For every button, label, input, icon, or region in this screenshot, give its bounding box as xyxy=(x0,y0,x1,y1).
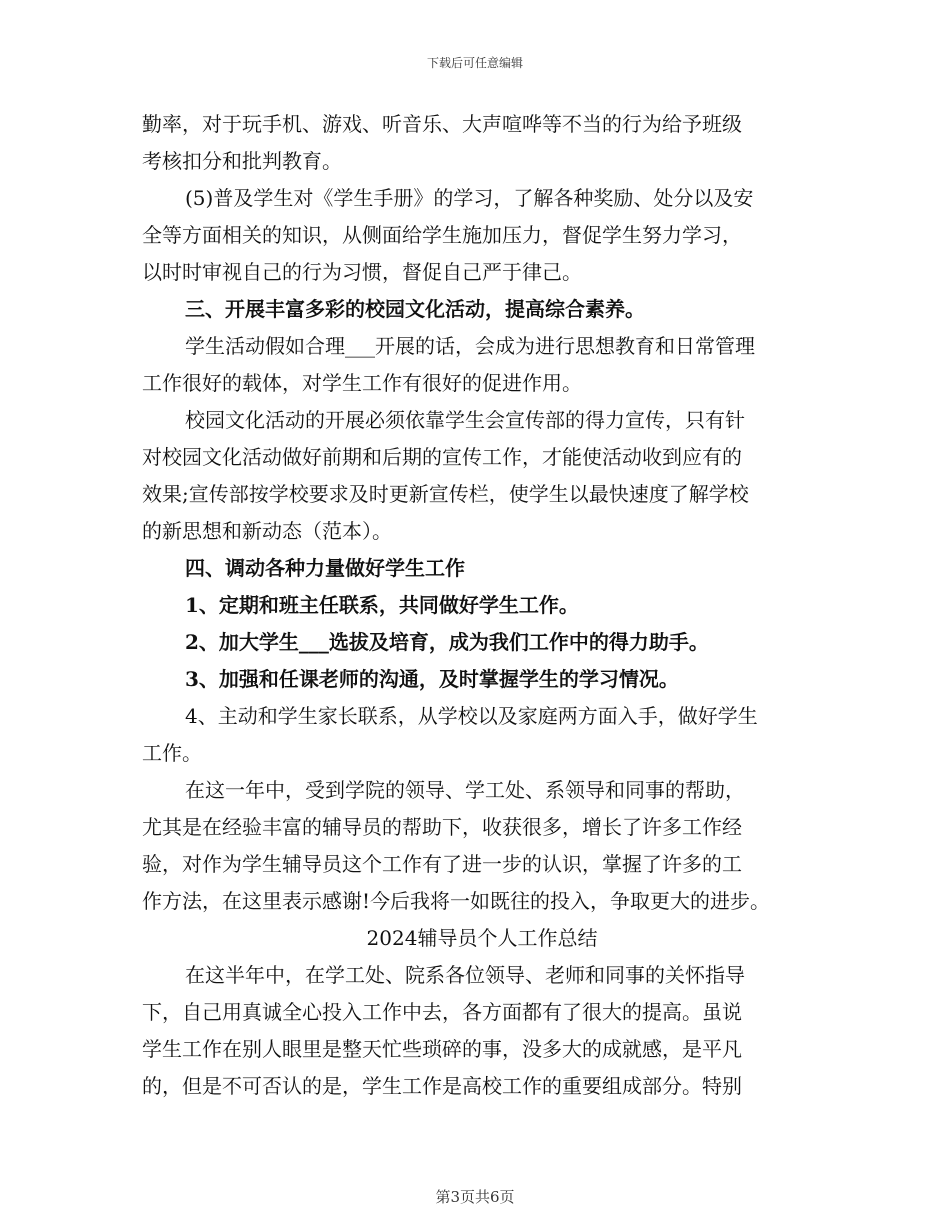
paragraph-line: 尤其是在经验丰富的辅导员的帮助下，收获很多，增长了许多工作经 xyxy=(142,815,742,839)
paragraph-line: 作方法，在这里表示感谢!今后我将一如既往的投入，争取更大的进步。 xyxy=(142,889,771,913)
paragraph-line: 工作很好的载体，对学生工作有很好的促进作用。 xyxy=(142,371,582,395)
paragraph-line: 下，自己用真诚全心投入工作中去，各方面都有了很大的提高。虽说 xyxy=(142,1000,742,1024)
paragraph-line: 的新思想和新动态（范本）。 xyxy=(142,519,392,543)
paragraph-line: 在这一年中，受到学院的领导、学工处、系领导和同事的帮助， xyxy=(185,778,745,802)
paragraph-line: 工作。 xyxy=(142,741,202,765)
paragraph-line: 学生工作在别人眼里是整天忙些琐碎的事，没多大的成就感，是平凡 xyxy=(142,1037,742,1061)
paragraph-line: 以时时审视自己的行为习惯，督促自己严于律己。 xyxy=(142,260,582,284)
paragraph-line: 对校园文化活动做好前期和后期的宣传工作，才能使活动收到应有的 xyxy=(142,445,742,469)
paragraph-line: 学生活动假如合理___开展的话，会成为进行思想教育和日常管理 xyxy=(185,334,755,358)
document-title: 2024辅导员个人工作总结 xyxy=(366,926,598,950)
paragraph-line: 验，对作为学生辅导员这个工作有了进一步的认识，掌握了许多的工 xyxy=(142,852,742,876)
paragraph-line: 校园文化活动的开展必须依靠学生会宣传部的得力宣传，只有针 xyxy=(185,408,745,432)
page-header: 下载后可任意编辑 xyxy=(426,56,523,70)
paragraph-line: 的，但是不可否认的是，学生工作是高校工作的重要组成部分。特别 xyxy=(142,1074,742,1098)
section-heading: 三、开展丰富多彩的校园文化活动，提高综合素养。 xyxy=(185,297,645,321)
paragraph-line: 勤率，对于玩手机、游戏、听音乐、大声喧哗等不当的行为给予班级 xyxy=(142,112,742,136)
paragraph-line: 全等方面相关的知识，从侧面给学生施加压力，督促学生努力学习， xyxy=(142,223,742,247)
list-item: 4、主动和学生家长联系，从学校以及家庭两方面入手，做好学生 xyxy=(185,704,758,728)
list-item: 2、加大学生___选拔及培育，成为我们工作中的得力助手。 xyxy=(185,630,709,654)
list-item: 1、定期和班主任联系，共同做好学生工作。 xyxy=(185,593,579,617)
paragraph-line: 效果;宣传部按学校要求及时更新宣传栏，使学生以最快速度了解学校 xyxy=(142,482,749,506)
page-number: 第3页共6页 xyxy=(435,1188,515,1206)
paragraph-line: 在这半年中，在学工处、院系各位领导、老师和同事的关怀指导 xyxy=(185,963,745,987)
list-item: 3、加强和任课老师的沟通，及时掌握学生的学习情况。 xyxy=(185,667,679,691)
document-body xyxy=(142,106,822,1105)
paragraph-line: (5)普及学生对《学生手册》的学习，了解各种奖励、处分以及安 xyxy=(185,186,754,210)
section-heading: 四、调动各种力量做好学生工作 xyxy=(185,556,465,580)
paragraph-line: 考核扣分和批判教育。 xyxy=(142,149,342,173)
